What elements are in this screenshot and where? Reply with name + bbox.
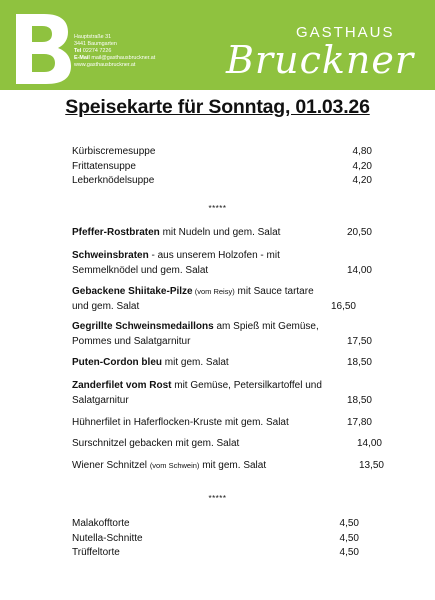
menu-item: Gegrillte Schweinsmedaillons am Spieß mit Gemüse, Pommes und Salatgarnitur 17,50 bbox=[72, 321, 372, 347]
list-item: Frittatensuppe 4,20 bbox=[72, 161, 372, 172]
menu-item: Hühnerfilet in Haferflocken-Kruste mit gem. Salat 17,80 bbox=[72, 417, 372, 428]
website: www.gasthausbruckner.at bbox=[74, 62, 136, 68]
menu-item: Pfeffer-Rostbraten mit Nudeln und gem. Salat 20,50 bbox=[72, 227, 372, 238]
tel-value: 02274 7226 bbox=[82, 48, 112, 54]
header-banner bbox=[0, 0, 435, 90]
list-item: Trüffeltorte 4,50 bbox=[72, 547, 359, 558]
tel-label: Tel bbox=[74, 48, 82, 54]
address-line2: 3441 Baumgarten bbox=[74, 41, 117, 47]
email-label: E-Mail bbox=[74, 55, 90, 61]
menu-item: Puten-Cordon bleu mit gem. Salat 18,50 bbox=[72, 357, 372, 368]
list-item: Nutella-Schnitte 4,50 bbox=[72, 533, 359, 544]
menu-item: Zanderfilet vom Rost mit Gemüse, Petersilkartoffel und Salatgarnitur 18,50 bbox=[72, 380, 372, 406]
brand-top: GASTHAUS bbox=[296, 24, 395, 41]
contact-block bbox=[74, 34, 155, 69]
separator: ***** bbox=[208, 494, 227, 503]
menu-item: Gebackene Shiitake-Pilze (vom Reisy) mit Sauce tartare und gem. Salat 16,50 bbox=[72, 286, 356, 312]
brand-main: Bruckner bbox=[226, 38, 414, 82]
menu-item: Schweinsbraten - aus unserem Holzofen - mit Semmelknödel und gem. Salat 14,00 bbox=[72, 250, 372, 276]
address-line1: Hauptstraße 31 bbox=[74, 34, 112, 40]
menu-item: Surschnitzel gebacken mit gem. Salat 14,00 bbox=[72, 438, 382, 449]
page-title: Speisekarte für Sonntag, 01.03.26 bbox=[65, 96, 370, 118]
logo-b-icon bbox=[14, 12, 72, 86]
separator: ***** bbox=[208, 204, 227, 213]
menu-item: Wiener Schnitzel (vom Schwein) mit gem. Salat 13,50 bbox=[72, 460, 384, 471]
list-item: Kürbiscremesuppe 4,80 bbox=[72, 146, 372, 157]
list-item: Leberknödelsuppe 4,20 bbox=[72, 175, 372, 186]
email-value: mail@gasthausbruckner.at bbox=[91, 55, 156, 61]
list-item: Malakofftorte 4,50 bbox=[72, 518, 359, 529]
